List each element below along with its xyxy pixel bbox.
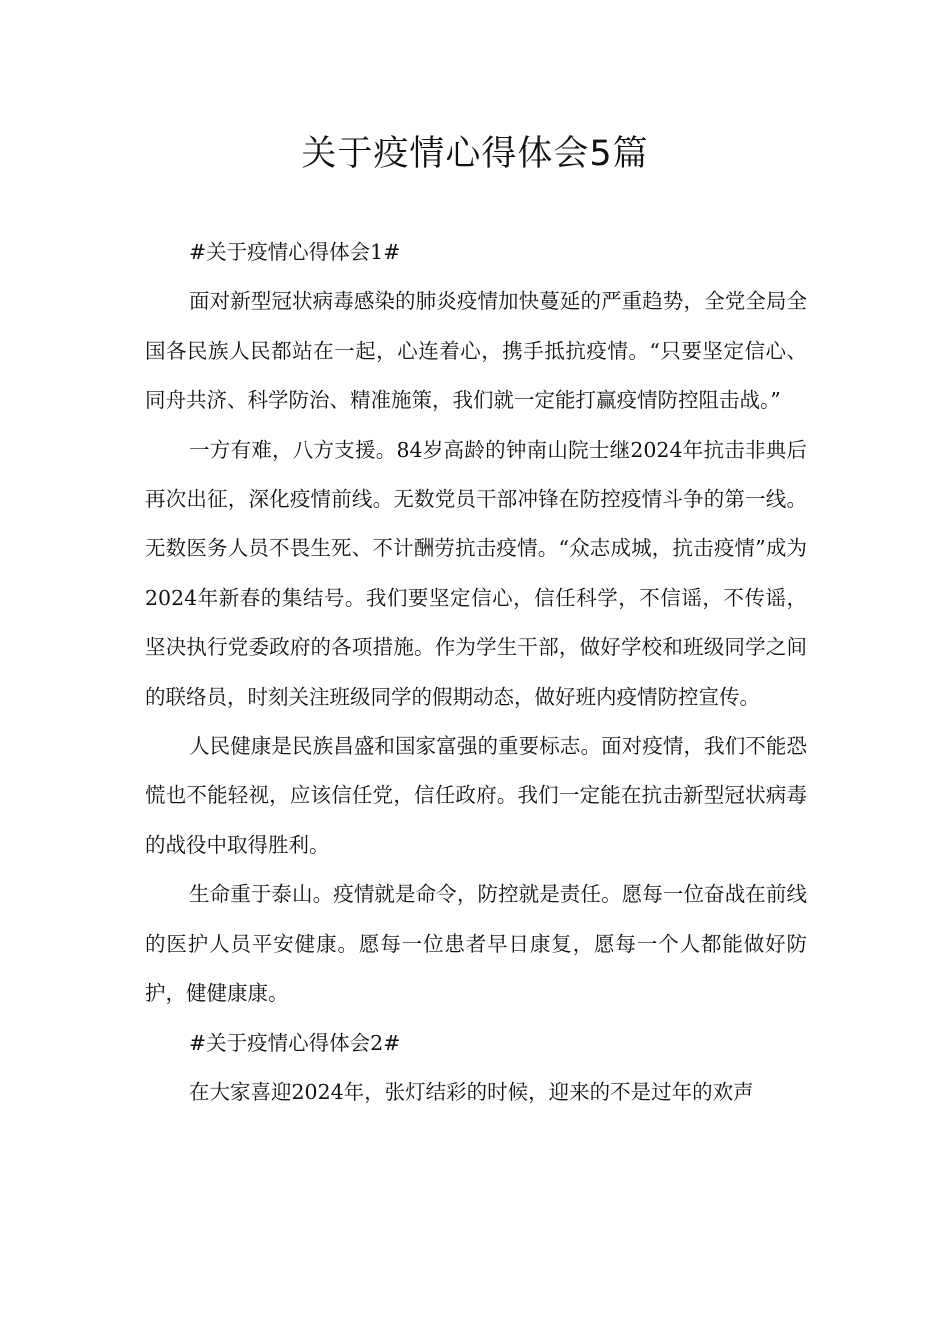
document-body bbox=[145, 228, 807, 1117]
section-heading-2: #关于疫情心得体会2# bbox=[189, 1030, 401, 1055]
paragraph-1: 面对新型冠状病毒感染的肺炎疫情加快蔓延的严重趋势，全党全局全国各民族人民都站在一起，心连着心，携手抵抗疫情。“只要坚定信心、同舟共济、科学防治、精准施策，我们就一定能打赢疫情防控阻击战。” bbox=[145, 289, 807, 413]
paragraph-5: 在大家喜迎2024年，张灯结彩的时候，迎来的不是过年的欢声 bbox=[189, 1079, 754, 1104]
paragraph-3: 人民健康是民族昌盛和国家富强的重要标志。面对疫情，我们不能恐慌也不能轻视，应该信任党，信任政府。我们一定能在抗击新型冠状病毒的战役中取得胜利。 bbox=[145, 734, 807, 857]
section-heading-1: #关于疫情心得体会1# bbox=[189, 240, 401, 264]
paragraph-2: 一方有难，八方支援。84岁高龄的钟南山院士继2024年抗击非典后再次出征，深化疫情前线。无数党员干部冲锋在防控疫情斗争的第一线。无数医务人员不畏生死、不计酬劳抗击疫情。“众志成城，抗击疫情”成为2024年新春的集结号。我们要坚定信心，信任科学，不信谣，不传谣，坚决执行党委政府的各项措施。作为学生干部，做好学校和班级同学之间的联络员，时刻关注班级同学的假期动态，做好班内疫情防控宣传。 bbox=[145, 437, 807, 709]
document-title: 关于疫情心得体会5篇 bbox=[301, 134, 649, 174]
paragraph-4: 生命重于泰山。疫情就是命令，防控就是责任。愿每一位奋战在前线的医护人员平安健康。愿每一位患者早日康复，愿每一个人都能做好防护，健健康康。 bbox=[145, 882, 807, 1006]
